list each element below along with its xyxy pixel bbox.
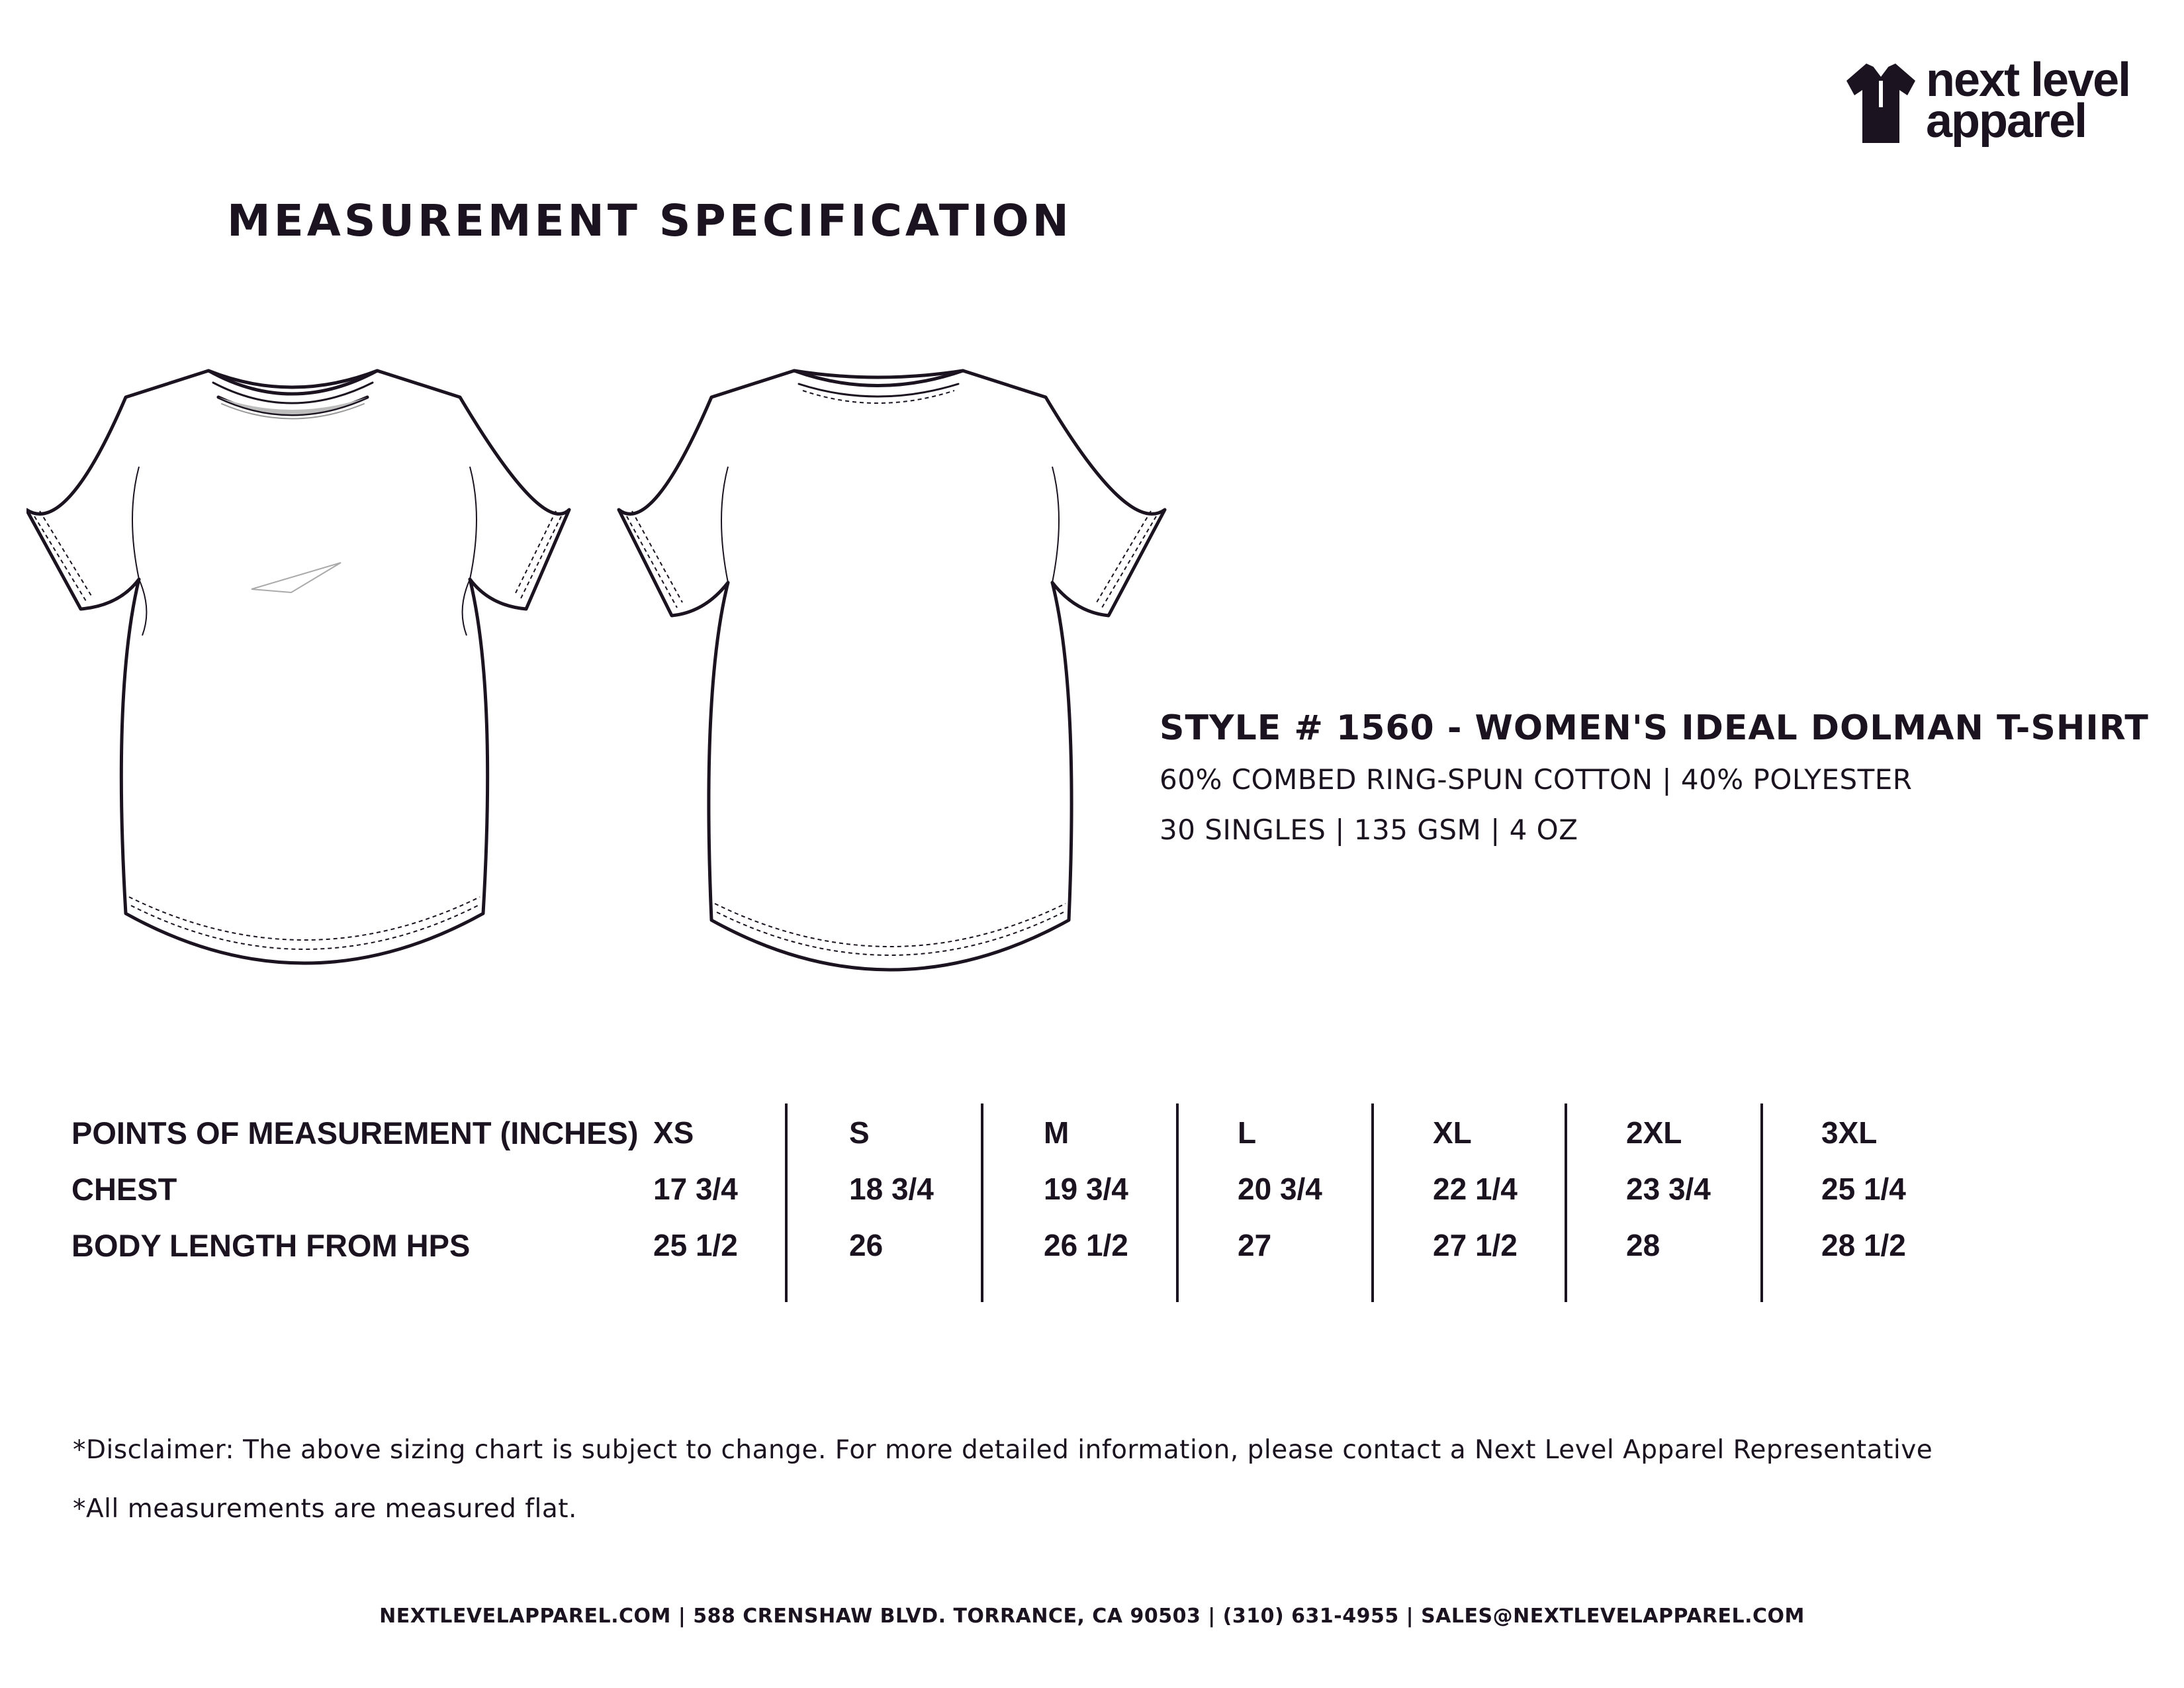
disclaimer-note: *Disclaimer: The above sizing chart is subject to change. For more detailed information, please contact a Next Level Apparel Representative xyxy=(73,1435,1933,1465)
logo-line-1: next level xyxy=(1926,54,2130,107)
column-divider xyxy=(1565,1103,1567,1302)
size-header: S xyxy=(849,1115,870,1150)
size-table xyxy=(0,1099,2184,1311)
style-title: STYLE # 1560 - WOMEN'S IDEAL DOLMAN T-SHIRT xyxy=(1160,708,2149,748)
table-cell: 17 3/4 xyxy=(653,1172,738,1206)
page-title: MEASUREMENT SPECIFICATION xyxy=(227,195,1072,246)
measurement-note: *All measurements are measured flat. xyxy=(73,1494,577,1524)
front-garment-sketch xyxy=(26,357,589,1000)
table-cell: 28 1/2 xyxy=(1821,1228,1906,1262)
table-cell: 25 1/4 xyxy=(1821,1172,1906,1206)
column-divider xyxy=(1176,1103,1179,1302)
size-header: M xyxy=(1044,1115,1069,1150)
logo-line-2: apparel xyxy=(1926,95,2087,148)
size-header: XL xyxy=(1433,1115,1472,1150)
size-header: 3XL xyxy=(1821,1115,1878,1150)
size-header: XS xyxy=(653,1115,694,1150)
row-label-body-length: BODY LENGTH FROM HPS xyxy=(71,1228,471,1263)
back-garment-sketch xyxy=(612,357,1175,1000)
fabric-composition: 60% COMBED RING-SPUN COTTON | 40% POLYESTER xyxy=(1160,763,1913,796)
column-divider xyxy=(981,1103,983,1302)
fabric-specs: 30 SINGLES | 135 GSM | 4 OZ xyxy=(1160,814,1578,846)
brand-logo xyxy=(1846,54,2144,152)
table-cell: 28 xyxy=(1626,1228,1661,1262)
size-header: 2XL xyxy=(1626,1115,1682,1150)
table-cell: 27 xyxy=(1238,1228,1272,1262)
table-cell: 19 3/4 xyxy=(1044,1172,1128,1206)
t-shirt-logo-icon xyxy=(1846,61,1915,144)
style-info xyxy=(1160,702,2149,855)
table-cell: 18 3/4 xyxy=(849,1172,934,1206)
table-cell: 25 1/2 xyxy=(653,1228,738,1262)
table-cell: 20 3/4 xyxy=(1238,1172,1322,1206)
column-divider xyxy=(1760,1103,1763,1302)
contact-footer: NEXTLEVELAPPAREL.COM | 588 CRENSHAW BLVD. TORRANCE, CA 90503 | (310) 631-4955 | SALES@NEXTLEVELAPPAREL.COM xyxy=(379,1605,1805,1628)
table-header-label: POINTS OF MEASUREMENT (INCHES) xyxy=(71,1115,639,1150)
column-divider xyxy=(785,1103,788,1302)
size-header: L xyxy=(1238,1115,1257,1150)
table-cell: 27 1/2 xyxy=(1433,1228,1518,1262)
table-cell: 22 1/4 xyxy=(1433,1172,1518,1206)
column-divider xyxy=(1371,1103,1374,1302)
table-cell: 26 xyxy=(849,1228,884,1262)
row-label-chest: CHEST xyxy=(71,1172,177,1207)
table-cell: 23 3/4 xyxy=(1626,1172,1711,1206)
table-cell: 26 1/2 xyxy=(1044,1228,1128,1262)
